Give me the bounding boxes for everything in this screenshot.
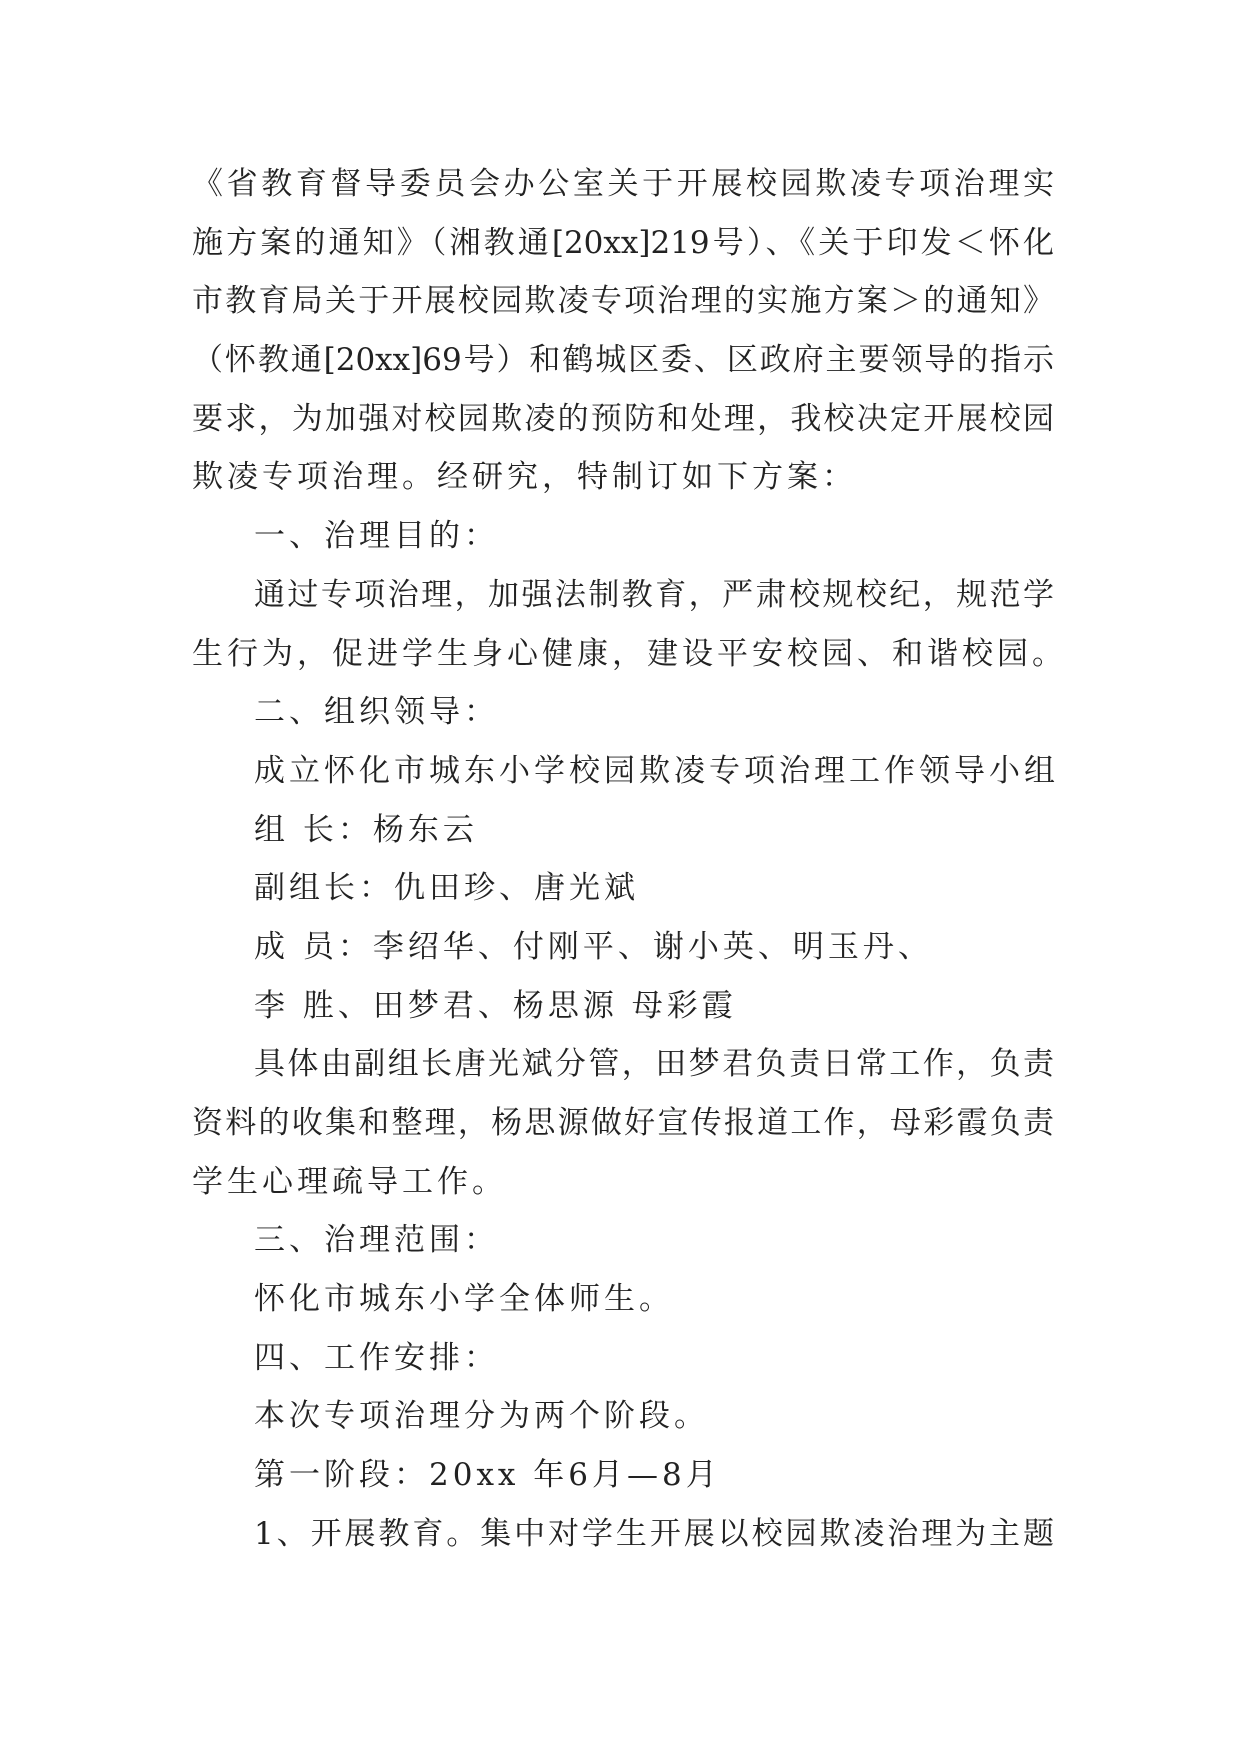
- members-line-1: 成 员：李绍华、付刚平、谢小英、明玉丹、: [254, 928, 933, 965]
- paragraph-line-18: 学生心理疏导工作。: [192, 1163, 507, 1200]
- paragraph-line-2: 施方案的通知》（湘教通[20xx]219号）、《关于印发＜怀化: [192, 224, 1054, 261]
- paragraph-line-24: 1、开展教育。集中对学生开展以校园欺凌治理为主题: [254, 1515, 1054, 1552]
- phase-one-line: 第一阶段：20xx 年6月—8月: [254, 1457, 721, 1494]
- document-body: [192, 155, 1067, 1564]
- paragraph-line-9: 生行为，促进学生身心健康，建设平安校园、和谐校园。: [192, 635, 1067, 672]
- paragraph-line-20: 怀化市城东小学全体师生。: [254, 1281, 674, 1318]
- paragraph-line-8: 通过专项治理，加强法制教育，严肃校规校纪，规范学: [254, 576, 1054, 613]
- paragraph-line-17: 资料的收集和整理，杨思源做好宣传报道工作，母彩霞负责: [192, 1105, 1054, 1141]
- paragraph-line-16: 具体由副组长唐光斌分管，田梦君负责日常工作，负责: [254, 1046, 1054, 1083]
- paragraph-line-5: 要求，为加强对校园欺凌的预防和处理，我校决定开展校园: [192, 400, 1054, 437]
- paragraph-line-3: 市教育局关于开展校园欺凌专项治理的实施方案＞的通知》: [192, 283, 1054, 320]
- section-heading-goal: 一、治理目的：: [254, 518, 499, 555]
- section-heading-arrangement: 四、工作安排：: [254, 1339, 499, 1376]
- deputy-leader-line: 副组长：仇田珍、唐光斌: [254, 870, 639, 907]
- section-heading-leadership: 二、组织领导：: [254, 694, 499, 731]
- leader-line: 组 长：杨东云: [254, 811, 478, 848]
- paragraph-line-11: 成立怀化市城东小学校园欺凌专项治理工作领导小组: [254, 752, 1059, 789]
- members-line-2: 李 胜、田梦君、杨思源 母彩霞: [254, 987, 737, 1024]
- paragraph-line-1: 《省教育督导委员会办公室关于开展校园欺凌专项治理实: [192, 166, 1054, 202]
- paragraph-line-22: 本次专项治理分为两个阶段。: [254, 1398, 709, 1435]
- paragraph-line-6: 欺凌专项治理。经研究，特制订如下方案：: [192, 459, 857, 496]
- section-heading-scope: 三、治理范围：: [254, 1222, 499, 1259]
- paragraph-line-4: （怀教通[20xx]69号）和鹤城区委、区政府主要领导的指示: [192, 342, 1054, 379]
